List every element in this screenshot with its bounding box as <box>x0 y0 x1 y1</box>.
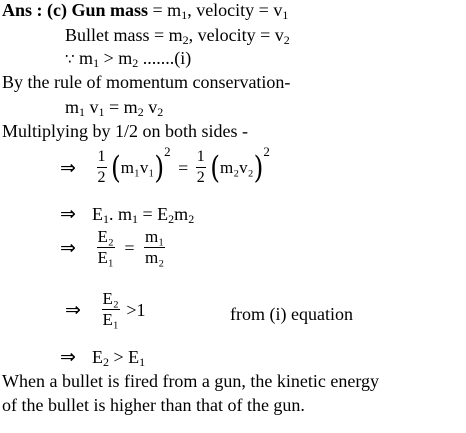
ke-lhs-exp: 2 <box>164 143 171 159</box>
mom-rhs-v-sub: 2 <box>157 105 164 119</box>
inequality-ratio <box>102 290 120 329</box>
ratio-e2: E₂ <box>97 227 114 246</box>
mass-ratio <box>144 228 165 267</box>
bullet-mass-sub: 2 <box>182 33 189 47</box>
ratio-eq-sign: = <box>124 237 135 258</box>
ke-eq-sign: = <box>178 157 189 178</box>
mom-eq: = <box>104 97 124 117</box>
mom-rhs-m-sub: 2 <box>137 105 144 119</box>
result-line <box>60 347 145 367</box>
ineq-e1: E₁ <box>102 310 119 329</box>
ke-rhs-exp: 2 <box>263 143 270 159</box>
cond-m1-sub: 1 <box>93 56 100 70</box>
half-num-right: 1 <box>196 148 206 168</box>
energy-e2-sub: 2 <box>168 212 175 226</box>
energy-e1-sub: 1 <box>103 212 109 226</box>
because-symbol: ∵ <box>65 50 75 68</box>
bullet-velocity-sub: 2 <box>283 33 290 47</box>
mom-lhs-v-sub: 1 <box>98 105 105 119</box>
paren-close-left: ) <box>154 149 165 186</box>
mom-rhs-m: m <box>123 97 138 117</box>
inequality-line <box>65 290 445 340</box>
ratio-m1: m₁ <box>144 227 165 246</box>
energy-ratio <box>97 228 115 267</box>
gun-velocity-label: , velocity = v <box>187 0 283 20</box>
ineq-gt-one: >1 <box>126 299 146 320</box>
ratio-m2: m₂ <box>144 248 165 267</box>
bullet-line <box>65 25 290 45</box>
ratio-e1: E₁ <box>97 248 114 267</box>
gun-mass-symbol: m <box>167 0 182 20</box>
gun-velocity-sub: 1 <box>282 8 289 22</box>
half-fraction-left <box>97 148 107 187</box>
energy-e2: = E <box>138 204 169 224</box>
implies-arrow-2: ⇒ <box>60 203 76 225</box>
paren-open-right: ( <box>210 149 221 186</box>
implies-arrow-3: ⇒ <box>60 236 76 259</box>
mom-lhs-v: v <box>85 97 99 117</box>
implies-arrow-1: ⇒ <box>60 156 76 179</box>
energy-m1-sub: 1 <box>132 212 139 226</box>
mom-lhs-m: m <box>65 97 80 117</box>
energy-m1: . m <box>109 204 133 224</box>
gun-mass-sub: 1 <box>181 8 188 22</box>
result-e2-sub: 2 <box>103 355 109 369</box>
cond-m1: m <box>79 48 94 68</box>
bullet-velocity-label: , velocity = v <box>188 25 284 45</box>
answer-line <box>2 0 288 20</box>
half-fraction-right <box>196 148 206 187</box>
conclusion-line-2: of the bullet is higher than that of the gun. <box>2 395 305 415</box>
cond-tag: .......(i) <box>138 48 192 68</box>
condition-line <box>65 48 191 69</box>
conclusion-line-1: When a bullet is fired from a gun, the kinetic energy <box>2 371 380 391</box>
energy-e1: E <box>92 204 103 224</box>
ke-equation <box>60 143 270 194</box>
paren-close-right: ) <box>253 149 264 186</box>
ke-rhs-inner: m₂v₂ <box>220 157 254 177</box>
ratio-equation <box>60 228 165 278</box>
ineq-e2: E₂ <box>102 289 119 308</box>
half-den-left: 2 <box>97 169 106 186</box>
bullet-label: Bullet mass = m <box>65 25 183 45</box>
equals: = <box>152 0 168 20</box>
implies-arrow-5: ⇒ <box>60 346 76 368</box>
answer-prefix: Ans : (c) Gun mass <box>2 0 149 20</box>
half-num-left: 1 <box>97 148 107 168</box>
paren-open-left: ( <box>111 149 121 186</box>
cond-m2-sub: 2 <box>132 56 139 70</box>
result-e2: E <box>92 347 103 367</box>
result-e1: > E <box>109 347 140 367</box>
momentum-equation <box>65 97 163 117</box>
multiply-text: Multiplying by 1/2 on both sides - <box>2 121 249 141</box>
ineq-note: from (i) equation <box>230 304 353 324</box>
result-e1-sub: 1 <box>139 355 146 369</box>
cond-gt: > m <box>99 48 133 68</box>
mom-lhs-m-sub: 1 <box>79 105 86 119</box>
implies-arrow-4: ⇒ <box>65 298 81 321</box>
half-den-right: 2 <box>196 169 205 186</box>
energy-line <box>60 204 194 224</box>
energy-m2-sub: 2 <box>188 212 195 226</box>
ke-lhs-inner: m₁v₁ <box>120 157 155 177</box>
energy-m2: m <box>174 204 189 224</box>
mom-rhs-v: v <box>143 97 158 117</box>
rule-text: By the rule of momentum conservation- <box>2 72 291 92</box>
